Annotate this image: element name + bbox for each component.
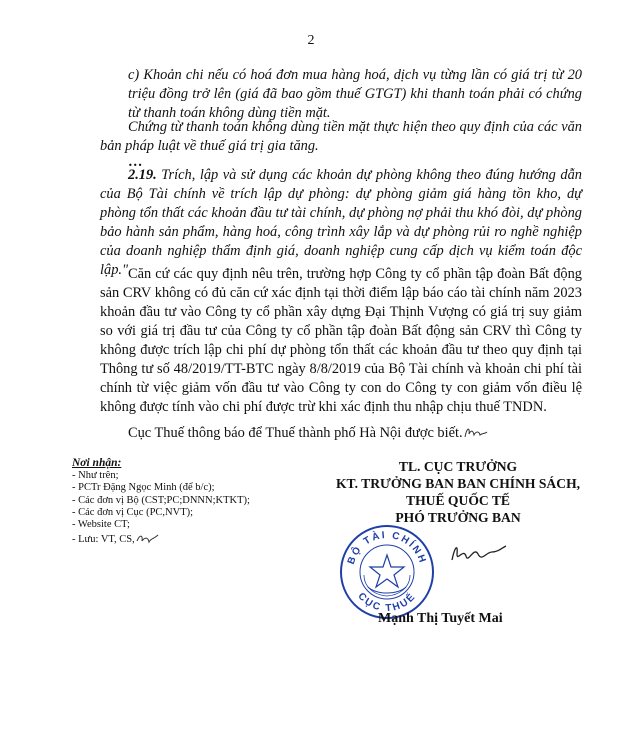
paragraph-chung-tu: Chứng từ thanh toán không dùng tiền mặt thực hiện theo quy định của các văn bản pháp luật về thuế giá trị gia tăng. — [100, 119, 582, 154]
stamp-star-icon — [370, 555, 404, 587]
paragraph-2-19-text: Trích, lập và sử dụng các khoản dự phòng không theo đúng hướng dẫn của Bộ Tài chính về trích lập dự phòng: dự phòng giảm giá hàng tồn kho, dự phòng tổn thất các khoản đầu tư tài chính, dự phòng nợ phải thu khó đòi, dự phòng bảo hành sản phẩm, hàng hoá, công trình xây lắp và dự phòng rủi ro nghề nghiệp của doanh nghiệp thẩm định giá, doanh nghiệp cung cấp dịch vụ kiểm toán độc lập." — [100, 167, 582, 278]
recipient-item: - PCTr Đặng Ngọc Minh (để b/c); — [72, 482, 215, 494]
ellipsis: … — [128, 154, 143, 170]
official-stamp — [338, 523, 436, 621]
signature-title-4: PHÓ TRƯỞNG BAN — [395, 510, 521, 525]
recipients-list — [72, 457, 312, 546]
paragraph-c: c) Khoản chi nếu có hoá đơn mua hàng hoá, dịch vụ từng lần có giá trị từ 20 triệu đồng trở lên (giá đã bao gồm thuế GTGT) khi thanh toán phải có chứng từ thanh toán không dùng tiền mặt. — [128, 67, 582, 121]
stamp-top-text: BỘ TÀI CHÍNH — [345, 529, 429, 566]
signer-name: Mạnh Thị Tuyết Mai — [378, 611, 503, 626]
recipient-item: - Các đơn vị Cục (PC,NVT); — [72, 506, 194, 518]
initials-mark-1 — [463, 425, 489, 439]
paragraph-thong-bao — [100, 424, 582, 443]
paragraph-2-19-number: 2.19. — [128, 167, 157, 183]
signature-block — [300, 458, 616, 526]
paragraph-2-19 — [100, 166, 582, 280]
paragraph-thong-bao-text: Cục Thuế thông báo để Thuế thành phố Hà Nội được biết. — [128, 425, 463, 441]
signature-title-3: THUẾ QUỐC TẾ — [406, 493, 510, 508]
recipient-item: - Như trên; — [72, 470, 119, 482]
signature-title-1: TL. CỤC TRƯỞNG — [398, 459, 518, 474]
page-number: 2 — [307, 33, 315, 48]
signature-title-2: KT. TRƯỞNG BAN BAN CHÍNH SÁCH, — [335, 476, 581, 491]
stamp-bottom-text: CỤC THUẾ — [355, 590, 419, 615]
handwritten-signature — [448, 540, 508, 568]
recipient-item-text: - Lưu: VT, CS, — [72, 534, 135, 546]
recipients-heading: Nơi nhận: — [72, 457, 122, 469]
initials-mark-2 — [135, 531, 161, 545]
recipient-item: - Các đơn vị Bộ (CST;PC;DNNN;KTKT); — [72, 494, 250, 506]
recipient-item: - Website CT; — [72, 519, 130, 531]
recipient-item — [72, 531, 312, 546]
paragraph-can-cu: Căn cứ các quy định nêu trên, trường hợp Công ty cổ phần tập đoàn Bất động sản CRV không có đủ căn cứ xác định tại thời điểm lập báo cáo tài chính năm 2023 khoản đầu tư vào Công ty cổ phần xây dựng Đại Thịnh Vượng có giá trị suy giảm so với giá trị đầu tư của Công ty cổ phần tập đoàn Bất động sản CRV thì Công ty không được trích lập chi phí dự phòng tổn thất các khoản đầu tư theo quy định tại Thông tư số 48/2019/TT-BTC ngày 8/8/2019 của Bộ Tài chính và khoản chi phí tài chính từ việc giảm vốn đầu tư vào Công ty con do Công ty con giảm vốn điều lệ không được tính vào chi phí được trừ khi xác định thu nhập chịu thuế TNDN. — [100, 266, 582, 415]
